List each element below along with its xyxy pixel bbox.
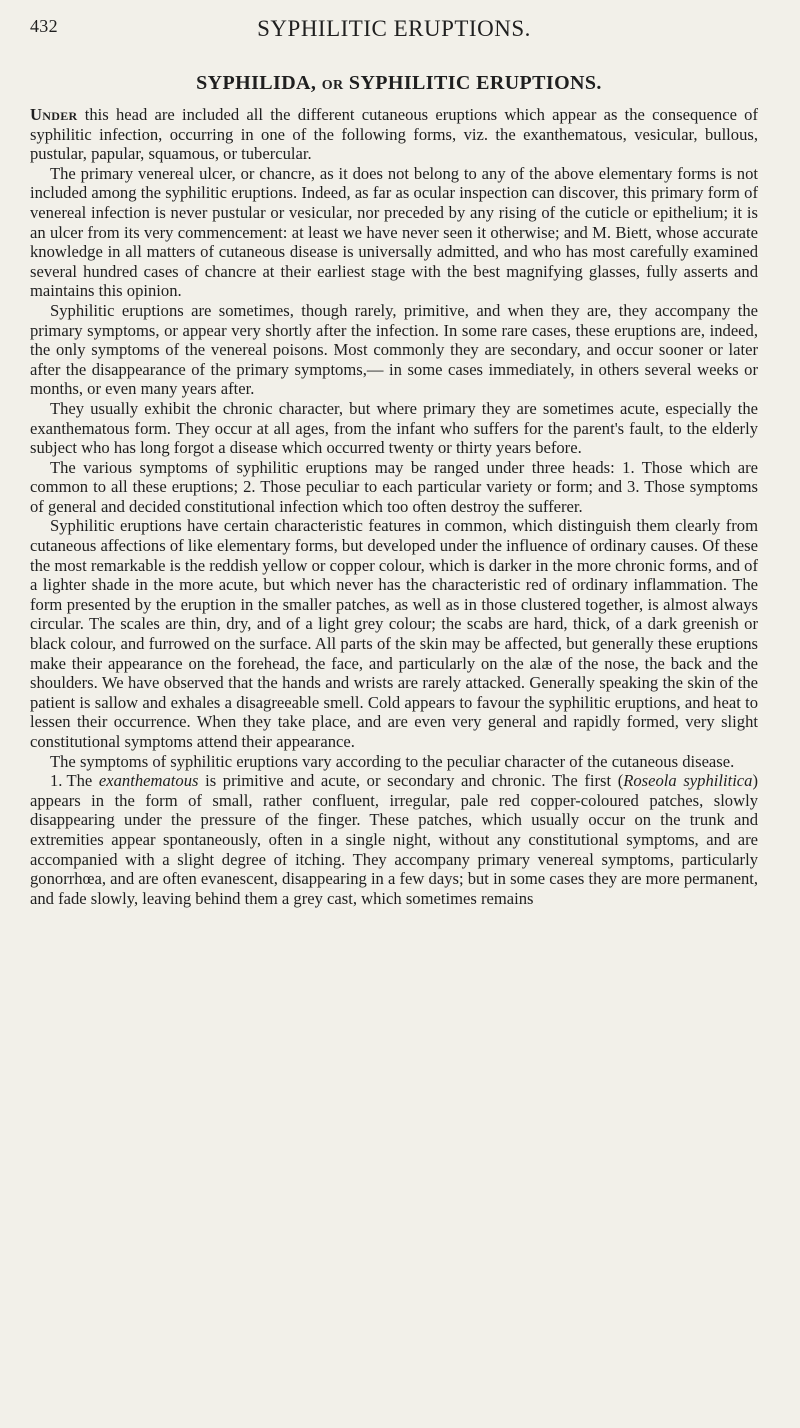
paragraph-chronic: They usually exhibit the chronic character, but where primary they are sometimes acute, especially the exanthematous form. They occur at all ages, from the infant who suffers for the parent's fault, to the elderly subject who has long forgot a disease which occurred twenty or thirty years before.	[30, 398, 758, 458]
paragraph-symptom-heads: The various symptoms of syphilitic eruptions may be ranged under three heads: 1. Those which are common to all these eruptions; 2. Those peculiar to each particular variety or form; and 3. Those symptoms of general and decided constitutional infection which too often destroy the sufferer.	[30, 457, 758, 516]
term-exanthematous: exanthematous	[98, 771, 199, 791]
page-header	[30, 16, 758, 60]
paragraph-primitive: Syphilitic eruptions are sometimes, though rarely, primitive, and when they are, they accompany the primary symptoms, or appear very shortly after the infection. In some rare cases, these eruptions are, indeed, the only symptoms of the venereal poisons. Most commonly they are secondary, and occur sooner or later after the disappearance of the primary symptoms,— in some cases immediately, in others several weeks or months, or even many years after.	[30, 300, 758, 399]
term-roseola: Roseola syphilitica	[623, 771, 753, 791]
paragraph-characteristics: Syphilitic eruptions have certain characteristic features in common, which distinguish them clearly from cutaneous affections of like elementary forms, but developed under the influence of ordinary causes. Of these the most remarkable is the reddish yellow or copper colour, which is darker in the more chronic forms, and of a lighter shade in the more acute, but which never has the characteristic red of ordinary inflammation. The form presented by the eruption in the smaller patches, as well as in those clustered together, is almost always circular. The scales are thin, dry, and of a light grey colour; the scabs are hard, thick, of a dark greenish or black colour, and furrowed on the surface. All parts of the skin may be affected, but generally these eruptions make their appearance on the forehead, the face, and particularly on the alæ of the nose, the back and the shoulders. We have observed that the hands and wrists are rarely attacked. Generally speaking the skin of the patient is sallow and exhales a disagreeable smell. Cold appears to favour the syphilitic eruptions, and heat to lessen their occurrence. When they take place, and are even very general and rapidly formed, very slight constitutional symptoms attend their appearance.	[30, 516, 758, 751]
title-sub: SYPHILITIC ERUPTIONS.	[348, 72, 602, 94]
paragraph-intro-text: this head are included all the different cutaneous eruptions which appear as the consequence of syphilitic infection, occurring in one of the following forms, viz. the exanthematous, vesicular, bullous, pustular, papular, squamous, or tubercular.	[30, 105, 758, 164]
text-segment: is primitive and acute, or secondary and chronic. The first (	[198, 771, 624, 791]
running-head: SYPHILITIC ERUPTIONS.	[257, 16, 531, 41]
lead-word: Under	[30, 105, 78, 124]
paragraph-intro	[30, 105, 758, 164]
section-title	[30, 72, 758, 95]
page-number: 432	[30, 16, 58, 36]
paragraph-chancre: The primary venereal ulcer, or chancre, as it does not belong to any of the above elementary forms is not included among the syphilitic eruptions. Indeed, as far as ocular inspection can discover, this primary form of venereal infection is never pustular or vesicular, nor preceded by any rising of the cuticle or epithelium; it is an ulcer from its very commencement: at least we have never seen it otherwise; and M. Biett, whose accurate knowledge in all matters of cutaneous disease is universally admitted, and who has most carefully examined several hundred cases of chancre at their earliest stage with the best magnifying glasses, fully asserts and maintains this opinion.	[30, 163, 758, 301]
title-connector: OR	[321, 78, 344, 93]
text-segment: The	[66, 771, 99, 791]
paragraph-exanthematous	[30, 771, 758, 908]
text-segment: ) appears in the form of small, rather confluent, irregular, pale red copper-coloured patches, slowly disappearing under the pressure of the finger. These patches, which usually occur on the trunk and extremities appear spontaneously, often in a single night, without any constitutional symptoms, and are accompanied with a slight degree of itching. They accompany primary venereal symptoms, particularly gonorrhœa, and are often evanescent, disappearing in a few days; but in some cases they are more permanent, and fade slowly, leaving behind them a grey cast, which sometimes remains	[30, 771, 759, 908]
title-main: SYPHILIDA,	[196, 72, 317, 94]
body-text	[30, 105, 758, 908]
paragraph-varieties: The symptoms of syphilitic eruptions vary according to the peculiar character of the cutaneous disease.	[50, 751, 735, 771]
item-number: 1.	[50, 771, 63, 791]
